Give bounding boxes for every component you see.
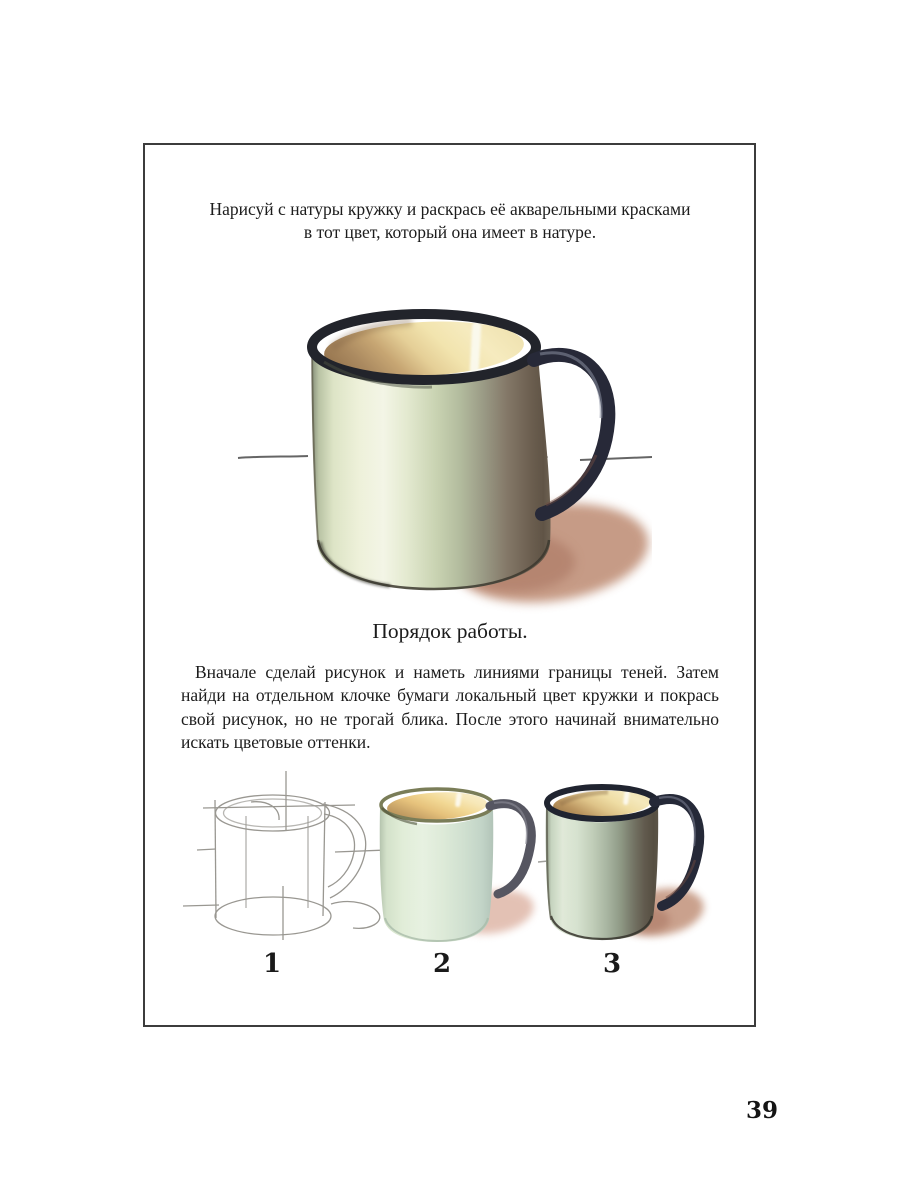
step-number-2: 2 <box>432 949 452 979</box>
mug-handle <box>490 802 531 894</box>
instructions-paragraph <box>181 661 719 755</box>
pencil-lines <box>183 771 387 940</box>
table-line-left <box>238 456 308 458</box>
main-mug-illustration <box>228 290 652 615</box>
step1-construction-sketch <box>183 768 388 956</box>
step-number-1: 1 <box>262 949 282 979</box>
mug-finished-image <box>538 772 718 957</box>
intro-line: Нарисуй с натуры кружку и раскрась её акварельными красками <box>209 199 691 219</box>
step2-local-color-mug <box>372 772 552 957</box>
mug-body <box>312 354 551 590</box>
instructions-line: свой рисунок, но не трогай блика. После этого начинай внимательно <box>181 708 719 729</box>
mug-body <box>380 808 494 942</box>
instructions-line: найди на отдельном клочке бумаги локальный цвет кружки и покрась <box>181 685 719 706</box>
section-heading: Порядок работы. <box>372 619 528 643</box>
step3-finished-mug <box>538 772 718 957</box>
intro-text <box>180 198 720 244</box>
table-line-right <box>580 457 652 460</box>
mug-local-color-image <box>372 772 552 957</box>
instructions-line: искать цветовые оттенки. <box>181 732 371 753</box>
intro-line: в тот цвет, который она имеет в натуре. <box>303 222 597 242</box>
enamel-mug-watercolor-image <box>228 290 652 615</box>
instructions-line: Вначале сделай рисунок и наметь линиями границы теней. Затем <box>195 662 719 682</box>
step-number-3: 3 <box>602 949 622 979</box>
mug-construction-sketch-image <box>183 768 388 956</box>
mug-body <box>546 804 658 940</box>
page-number: 39 <box>745 1097 778 1124</box>
